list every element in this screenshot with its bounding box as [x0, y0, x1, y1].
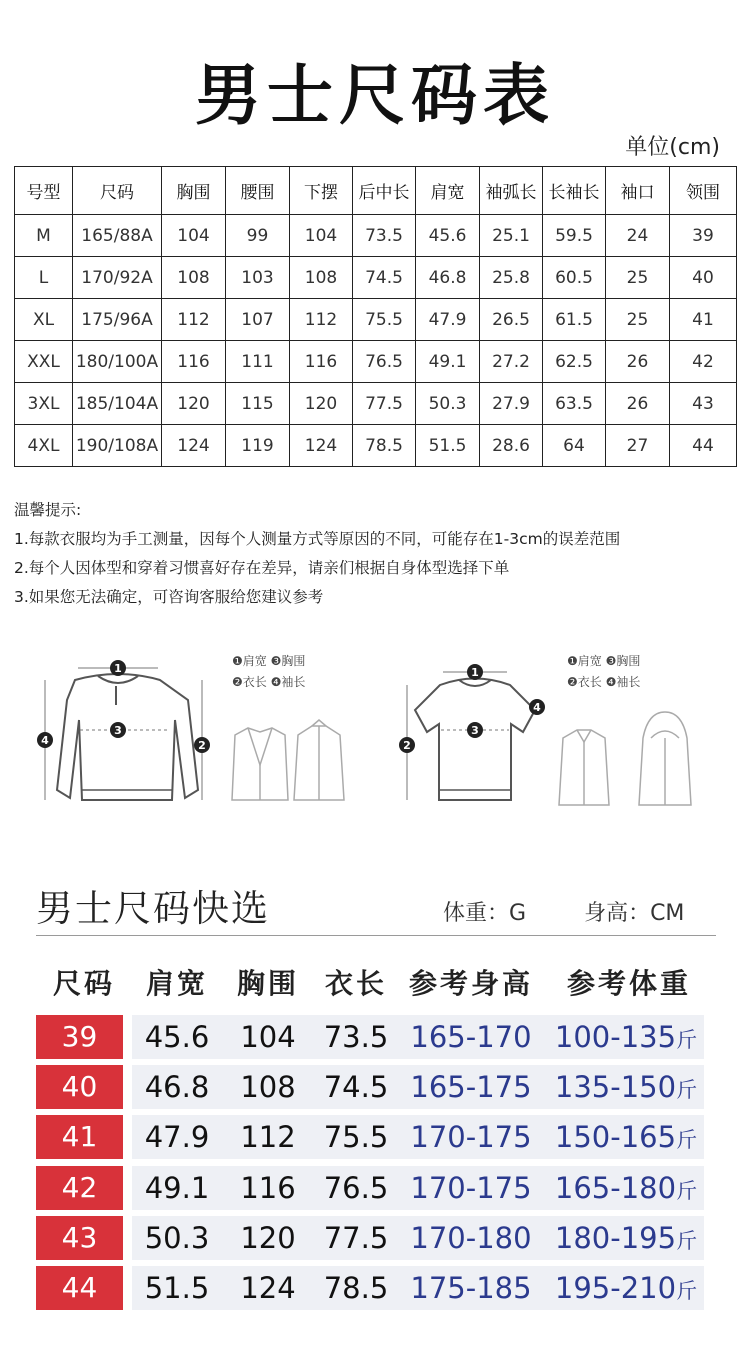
header-cell: 长袖长	[543, 167, 606, 215]
table-cell: 26.5	[480, 299, 543, 341]
quick-cell: 170-175	[410, 1171, 532, 1205]
table-cell: 120	[162, 383, 226, 425]
table-cell: 120	[290, 383, 353, 425]
table-cell: 50.3	[416, 383, 480, 425]
quick-header-size: 尺码	[52, 967, 115, 1000]
quick-header-length: 衣长	[324, 967, 387, 1000]
quick-row	[36, 1065, 704, 1109]
tips-section	[14, 496, 620, 612]
table-cell: 170/92A	[73, 257, 162, 299]
tip-line: 1.每款衣服均为手工测量，因每个人测量方式等原因的不同，可能存在1-3cm的误差范围	[14, 530, 621, 548]
table-cell: 78.5	[353, 425, 416, 467]
table-cell: 41	[670, 299, 737, 341]
table-cell: 39	[670, 215, 737, 257]
table-cell: 61.5	[543, 299, 606, 341]
jacket-icon	[294, 720, 344, 800]
size-badge: 44	[36, 1266, 123, 1310]
table-cell: 76.5	[353, 341, 416, 383]
marker-2: 2	[198, 739, 206, 752]
table-cell: 25	[606, 299, 670, 341]
table-cell: 185/104A	[73, 383, 162, 425]
quick-cell: 170-180	[410, 1221, 532, 1255]
header-cell: 下摆	[290, 167, 353, 215]
quick-cell: 120	[240, 1221, 296, 1255]
table-cell: 116	[162, 341, 226, 383]
table-cell: XL	[15, 299, 73, 341]
table-cell: 77.5	[353, 383, 416, 425]
weight-value: 150-165	[554, 1120, 677, 1154]
table-cell: 104	[162, 215, 226, 257]
quick-cell: 112	[240, 1120, 296, 1154]
header-cell: 腰围	[226, 167, 290, 215]
table-row	[15, 215, 737, 257]
table-cell: 107	[226, 299, 290, 341]
table-cell: 73.5	[353, 215, 416, 257]
divider	[36, 935, 716, 936]
table-cell: 112	[290, 299, 353, 341]
table-cell: 42	[670, 341, 737, 383]
table-cell: 62.5	[543, 341, 606, 383]
quick-row	[36, 1216, 704, 1260]
table-cell: 111	[226, 341, 290, 383]
size-badge: 42	[36, 1166, 123, 1210]
table-cell: 49.1	[416, 341, 480, 383]
table-cell: M	[15, 215, 73, 257]
legend-line-2: ❷衣长 ❹袖长	[567, 675, 641, 689]
quick-cell	[548, 1065, 704, 1109]
quick-row	[36, 1015, 704, 1059]
quick-header-height: 参考身高	[408, 967, 533, 1000]
quick-cell: 75.5	[323, 1120, 389, 1154]
diagram-tshirt	[395, 640, 750, 820]
table-cell: 60.5	[543, 257, 606, 299]
weight-value: 100-135	[554, 1020, 677, 1054]
unit-label: 单位(cm)	[625, 135, 720, 160]
tip-line: 2.每个人因体型和穿着习惯喜好存在差异，请亲们根据自身体型选择下单	[14, 559, 510, 577]
table-cell: 40	[670, 257, 737, 299]
quick-select-title: 男士尺码快选	[36, 887, 270, 930]
quick-row	[36, 1166, 704, 1210]
marker-3: 3	[114, 724, 122, 737]
page-title: 男士尺码表	[195, 57, 555, 134]
quick-cell: 45.6	[144, 1020, 210, 1054]
marker-2: 2	[403, 739, 411, 752]
table-cell: 63.5	[543, 383, 606, 425]
legend-line-1: ❶肩宽 ❸胸围	[232, 654, 306, 668]
table-cell: 3XL	[15, 383, 73, 425]
table-cell: 116	[290, 341, 353, 383]
tip-line: 3.如果您无法确定，可咨询客服给您建议参考	[14, 588, 324, 606]
table-cell: 124	[290, 425, 353, 467]
quick-header-weight: 参考体重	[566, 967, 691, 1000]
header-cell: 袖口	[606, 167, 670, 215]
table-cell: 24	[606, 215, 670, 257]
table-cell: L	[15, 257, 73, 299]
quick-cell: 175-185	[410, 1271, 532, 1305]
table-row	[15, 341, 737, 383]
sweater-measure-illustration	[20, 640, 375, 820]
table-cell: XXL	[15, 341, 73, 383]
table-cell: 104	[290, 215, 353, 257]
quick-cell: 165-170	[410, 1020, 532, 1054]
table-cell: 45.6	[416, 215, 480, 257]
size-table-header	[15, 167, 737, 215]
jin-unit: 斤	[676, 1179, 698, 1203]
table-cell: 75.5	[353, 299, 416, 341]
shirt-icon	[559, 730, 609, 805]
marker-4: 4	[41, 734, 49, 747]
size-badge: 40	[36, 1065, 123, 1109]
header-cell: 胸围	[162, 167, 226, 215]
table-row	[15, 257, 737, 299]
quick-cell: 116	[240, 1171, 296, 1205]
jin-unit: 斤	[676, 1078, 698, 1102]
table-cell: 64	[543, 425, 606, 467]
jin-unit: 斤	[676, 1279, 698, 1303]
table-cell: 51.5	[416, 425, 480, 467]
legend-line-1: ❶肩宽 ❸胸围	[567, 654, 641, 668]
size-badge: 41	[36, 1115, 123, 1159]
marker-1: 1	[114, 662, 122, 675]
table-cell: 115	[226, 383, 290, 425]
table-cell: 43	[670, 383, 737, 425]
tips-heading: 温馨提示:	[14, 501, 82, 519]
table-cell: 108	[162, 257, 226, 299]
weight-value: 180-195	[554, 1221, 677, 1255]
header-cell: 袖弧长	[480, 167, 543, 215]
table-cell: 103	[226, 257, 290, 299]
quick-cell	[548, 1216, 704, 1260]
table-cell: 165/88A	[73, 215, 162, 257]
weight-value: 165-180	[554, 1171, 677, 1205]
weight-unit-label: 体重：G	[443, 901, 527, 926]
quick-cell: 47.9	[144, 1120, 210, 1154]
blazer-icon	[232, 728, 288, 800]
table-cell: 25.8	[480, 257, 543, 299]
quick-cell: 76.5	[323, 1171, 389, 1205]
table-cell: 28.6	[480, 425, 543, 467]
header-cell: 号型	[15, 167, 73, 215]
table-cell: 27.2	[480, 341, 543, 383]
header-cell: 尺码	[73, 167, 162, 215]
size-badge: 39	[36, 1015, 123, 1059]
table-cell: 27.9	[480, 383, 543, 425]
table-cell: 25.1	[480, 215, 543, 257]
quick-row	[36, 1115, 704, 1159]
table-cell: 180/100A	[73, 341, 162, 383]
header-cell: 肩宽	[416, 167, 480, 215]
marker-3: 3	[471, 724, 479, 737]
quick-select-units	[443, 896, 684, 927]
header-cell: 后中长	[353, 167, 416, 215]
quick-cell: 165-175	[410, 1070, 532, 1104]
legend-line-2: ❷衣长 ❹袖长	[232, 675, 306, 689]
quick-cell: 170-175	[410, 1120, 532, 1154]
table-cell: 175/96A	[73, 299, 162, 341]
table-row	[15, 299, 737, 341]
size-badge: 43	[36, 1216, 123, 1260]
table-cell: 112	[162, 299, 226, 341]
hoodie-icon	[639, 712, 691, 805]
quick-cell: 46.8	[144, 1070, 210, 1104]
table-cell: 4XL	[15, 425, 73, 467]
jin-unit: 斤	[676, 1128, 698, 1152]
quick-cell: 50.3	[144, 1221, 210, 1255]
table-cell: 119	[226, 425, 290, 467]
quick-cell: 73.5	[323, 1020, 389, 1054]
quick-cell: 124	[240, 1271, 296, 1305]
height-unit-label: 身高：CM	[584, 901, 685, 926]
table-cell: 47.9	[416, 299, 480, 341]
quick-cell: 78.5	[323, 1271, 389, 1305]
table-cell: 27	[606, 425, 670, 467]
quick-cell	[548, 1015, 704, 1059]
quick-cell	[548, 1115, 704, 1159]
quick-cell: 51.5	[144, 1271, 210, 1305]
table-cell: 108	[290, 257, 353, 299]
quick-row	[36, 1266, 704, 1310]
table-cell: 124	[162, 425, 226, 467]
diagram-long-sleeve	[20, 640, 375, 820]
jin-unit: 斤	[676, 1229, 698, 1253]
quick-header-shoulder: 肩宽	[145, 967, 208, 1000]
header-cell: 领围	[670, 167, 737, 215]
table-cell: 26	[606, 383, 670, 425]
quick-cell: 104	[240, 1020, 296, 1054]
weight-value: 135-150	[554, 1070, 677, 1104]
table-cell: 190/108A	[73, 425, 162, 467]
quick-cell	[548, 1166, 704, 1210]
quick-cell	[548, 1266, 704, 1310]
marker-4: 4	[533, 701, 541, 714]
quick-header-chest: 胸围	[236, 967, 299, 1000]
table-cell: 46.8	[416, 257, 480, 299]
table-cell: 25	[606, 257, 670, 299]
table-cell: 99	[226, 215, 290, 257]
table-cell: 44	[670, 425, 737, 467]
quick-cell: 77.5	[323, 1221, 389, 1255]
table-cell: 59.5	[543, 215, 606, 257]
table-cell: 26	[606, 341, 670, 383]
quick-cell: 74.5	[323, 1070, 389, 1104]
table-cell: 74.5	[353, 257, 416, 299]
size-table	[14, 166, 737, 467]
table-row	[15, 383, 737, 425]
tshirt-measure-illustration	[395, 640, 750, 820]
table-row	[15, 425, 737, 467]
jin-unit: 斤	[676, 1028, 698, 1052]
quick-cell: 108	[240, 1070, 296, 1104]
marker-1: 1	[471, 666, 479, 679]
quick-cell: 49.1	[144, 1171, 210, 1205]
weight-value: 195-210	[554, 1271, 677, 1305]
